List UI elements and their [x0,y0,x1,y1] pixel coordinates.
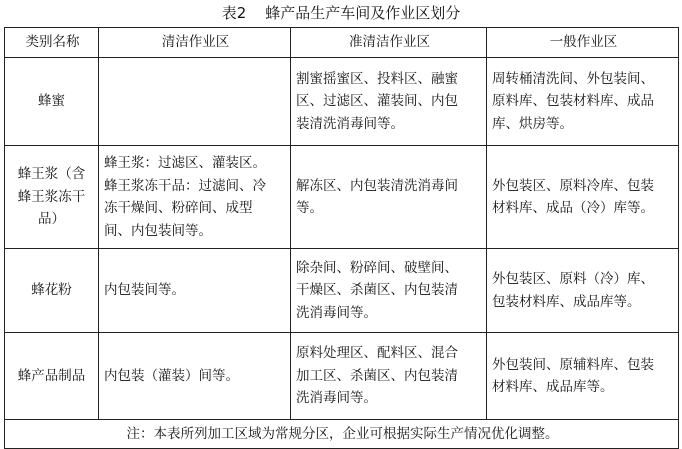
category-cell [5,333,99,420]
cell-line: 蜂王浆冻干 [17,188,86,205]
cell-line: 内包装（灌装）间等。 [104,367,239,384]
cell-line: 蜂产品制品 [17,367,86,384]
cell-line: 加工区、杀菌区、内包装清 [296,367,458,384]
cell-line: 等。 [296,200,323,216]
cell-line: 原料处理区、配料区、混合 [296,345,458,362]
cell-line: 区、过滤区、灌装间、内包 [296,93,458,110]
category-cell [5,249,99,333]
cell-line: 洗消毒间等。 [296,304,377,321]
header-clean-zone: 清洁作业区 [99,28,291,58]
cell-line: 包装材料库、成品库等。 [492,293,641,310]
general-zone-cell [487,333,679,420]
cell-line: 间、内包装间等。 [104,222,212,239]
general-zone-cell [487,249,679,333]
cell-line: 内包装间等。 [104,282,185,299]
workshop-zone-table [4,27,679,449]
cell-line: 库、烘房等。 [492,115,573,132]
cell-line: 蜂王浆冻干品：过滤间、冷 [104,177,266,194]
cell-line: 除杂间、粉碎间、破壁间、 [296,259,458,276]
cell-line: 洗消毒间等。 [296,390,377,407]
cell-line: 原料库、包装材料库、成品 [492,93,654,110]
cell-line: 周转桶清洗间、外包装间、 [492,70,654,87]
cell-line: 蜂蜜 [38,93,65,110]
general-zone-cell [487,58,679,146]
header-semi-clean-zone: 准清洁作业区 [291,28,487,58]
semi-clean-zone-cell [291,146,487,249]
cell-line: 冻干燥间、粉碎间、成型 [104,200,253,216]
cell-line: 材料库、成品库等。 [492,379,614,395]
header-row [5,28,679,58]
table-title: 表2 蜂产品生产车间及作业区划分 [221,4,461,22]
clean-zone-cell [99,249,291,333]
clean-zone-cell [99,146,291,249]
category-cell [5,146,99,249]
cell-line: 外包装区、原料冷库、包装 [492,177,654,194]
table-note: 注：本表所列加工区域为常规分区，企业可根据实际生产情况优化调整。 [5,420,679,449]
category-cell [5,58,99,146]
clean-zone-cell [99,58,291,146]
cell-line: 蜂王浆（含 [17,166,86,183]
cell-line: 解冻区、内包装清洗消毒间 [296,177,458,194]
general-zone-cell [487,146,679,249]
note-row [5,420,679,449]
header-category: 类别名称 [5,28,99,58]
table-row [5,333,679,420]
cell-line: 蜂王浆：过滤区、灌装区。 [104,155,266,171]
cell-line: 割蜜摇蜜区、投料区、融蜜 [296,70,458,87]
cell-line: 蜂花粉 [31,282,72,299]
semi-clean-zone-cell [291,58,487,146]
semi-clean-zone-cell [291,333,487,420]
header-general-zone: 一般作业区 [487,28,679,58]
table-row [5,58,679,146]
cell-line: 材料库、成品（冷）库等。 [492,200,654,216]
clean-zone-cell [99,333,291,420]
table-row [5,249,679,333]
table-row [5,146,679,249]
cell-line: 干燥区、杀菌区、内包装清 [296,282,458,299]
semi-clean-zone-cell [291,249,487,333]
cell-line: 外包装间、原辅料库、包装 [492,356,654,373]
cell-line: 外包装区、原料（冷）库、 [492,271,654,287]
cell-line: 装清洗消毒间等。 [296,115,404,132]
cell-line: 品） [38,211,65,228]
